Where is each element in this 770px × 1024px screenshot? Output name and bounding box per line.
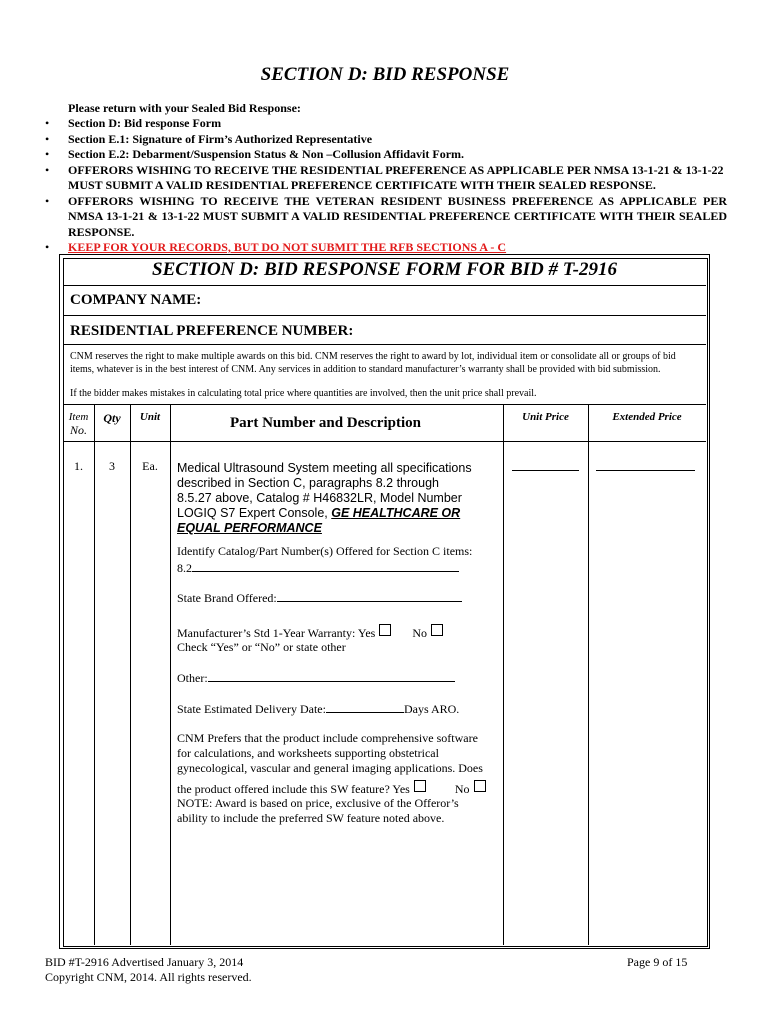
divider: [63, 285, 706, 286]
item-description: Medical Ultrasound System meeting all specifications described in Section C, paragraphs 8.2 through 8.5.27 above, Catalog # H46832LR, Model Number LOGIQ S7 Expert Console, GE HEALTHCARE OR EQUAL PERFORMANCE: [177, 461, 472, 535]
warranty-line: Manufacturer’s Std 1-Year Warranty: Yes No: [177, 624, 497, 641]
section-title: SECTION D: BID RESPONSE: [260, 64, 510, 85]
identify-catalog-label: Identify Catalog/Part Number(s) Offered for Section C items:: [177, 544, 473, 558]
warranty-yes-checkbox[interactable]: [379, 624, 391, 636]
list-item: • Section E.1: Signature of Firm’s Authorized Representative: [45, 131, 373, 146]
unit-price-field[interactable]: [512, 470, 579, 471]
table-header-border: [63, 441, 706, 442]
divider: [63, 344, 706, 345]
row-item-number: 1.: [74, 459, 83, 473]
footer-copyright: Copyright CNM, 2014. All rights reserved.: [45, 970, 252, 984]
software-question-line: the product offered include this SW feature? Yes No: [177, 780, 497, 797]
column-divider: [503, 404, 504, 945]
row-qty: 3: [109, 459, 115, 473]
list-item: • OFFERORS WISHING TO RECEIVE THE VETERAN RESIDENT BUSINESS PREFERENCE AS APPLICABLE PER NMSA 13-1-21 & 13-1-22 MUST SUBMIT A VALID RESIDENTIAL PREFERENCE CERTIFICATE WITH THEIR SEALED RESPONSE.: [45, 193, 727, 239]
award-note: CNM reserves the right to make multiple awards on this bid. CNM reserves the right to award by lot, individual item or consolidate all or groups of bid items, whatever is in the best interest of CNM. Any services in addition to standard manufacturer’s warranty shall be provided with bid submission.: [70, 351, 676, 375]
header-qty: Qty: [103, 411, 121, 425]
bullet-icon: •: [45, 147, 50, 161]
table-top-border: [63, 404, 706, 405]
divider: [63, 315, 706, 316]
software-award-note: NOTE: Award is based on price, exclusive of the Offeror’s ability to include the preferred SW feature noted above.: [177, 796, 459, 825]
column-divider: [588, 404, 589, 945]
list-item: • Section E.2: Debarment/Suspension Status & Non –Collusion Affidavit Form.: [45, 147, 465, 161]
form-title: SECTION D: BID RESPONSE FORM FOR BID # T-2916: [152, 259, 617, 280]
bullet-icon: •: [45, 116, 50, 130]
list-item: • OFFERORS WISHING TO RECEIVE THE RESIDENTIAL PREFERENCE AS APPLICABLE PER NMSA 13-1-21 & 13-1-22 MUST SUBMIT A VALID RESIDENTIAL PREFERENCE CERTIFICATE WITH THEIR SEALED RESPONSE.: [45, 162, 724, 192]
residential-preference-label: RESIDENTIAL PREFERENCE NUMBER:: [70, 323, 354, 339]
bullet-icon: •: [45, 193, 50, 208]
column-divider: [170, 404, 171, 945]
bullet-icon: •: [45, 131, 50, 146]
software-no-checkbox[interactable]: [474, 780, 486, 792]
brand-line: State Brand Offered:: [177, 590, 497, 606]
header-unit-price: Unit Price: [522, 411, 569, 423]
bullet-icon: •: [45, 162, 50, 177]
intro-text: Please return with your Sealed Bid Response:: [68, 101, 301, 115]
bullet-icon: •: [45, 240, 50, 254]
catalog-number-field[interactable]: [192, 560, 459, 572]
column-divider: [94, 404, 95, 945]
column-divider: [130, 404, 131, 945]
header-description: Part Number and Description: [230, 415, 421, 431]
pricing-note: If the bidder makes mistakes in calculating total price where quantities are involved, then the unit price shall prevail.: [70, 388, 537, 399]
other-field[interactable]: [208, 670, 455, 682]
delivery-days-field[interactable]: [326, 701, 404, 713]
brand-field[interactable]: [277, 590, 462, 602]
other-line: Other:: [177, 670, 497, 686]
catalog-entry-line: 8.2: [177, 560, 497, 576]
software-preference-text: CNM Prefers that the product include comprehensive software for calculations, and worksheets supporting obstetrical gynecological, vascular and general imaging applications. Does: [177, 731, 483, 775]
software-yes-checkbox[interactable]: [414, 780, 426, 792]
footer-bid-info: BID #T-2916 Advertised January 3, 2014: [45, 955, 244, 969]
header-extended-price: Extended Price: [612, 411, 682, 423]
header-unit: Unit: [139, 411, 161, 423]
instructions-list: [45, 116, 727, 256]
company-name-label: COMPANY NAME:: [70, 292, 202, 308]
header-item: Item No.: [68, 411, 89, 437]
list-item: • Section D: Bid response Form: [45, 116, 222, 130]
page-number: Page 9 of 15: [627, 955, 688, 969]
row-unit: Ea.: [142, 459, 158, 473]
warranty-note: Check “Yes” or “No” or state other: [177, 640, 346, 654]
warning-item: • KEEP FOR YOUR RECORDS, BUT DO NOT SUBMIT THE RFB SECTIONS A - C: [45, 240, 507, 254]
extended-price-field[interactable]: [596, 470, 695, 471]
delivery-line: State Estimated Delivery Date: Days ARO.: [177, 702, 460, 716]
warranty-no-checkbox[interactable]: [431, 624, 443, 636]
